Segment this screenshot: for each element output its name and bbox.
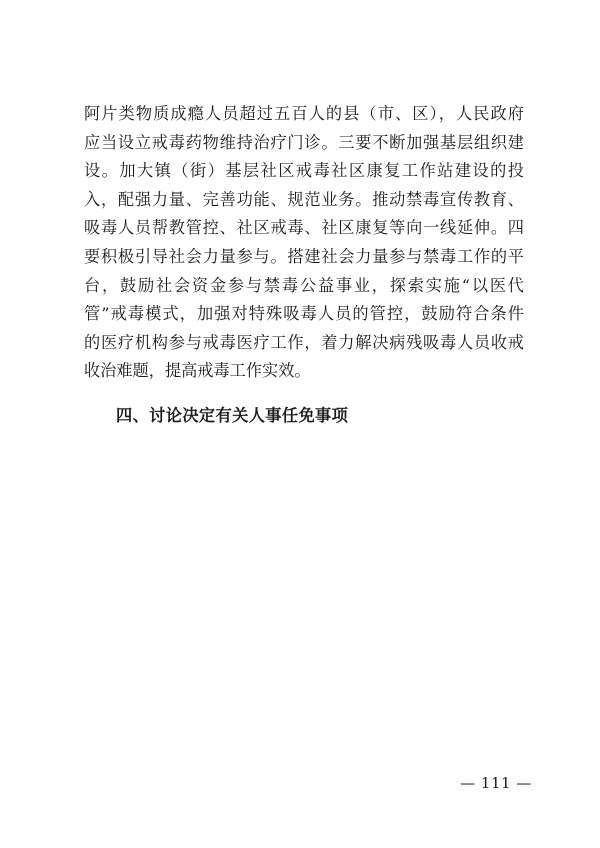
paragraph-line: 设。加大镇（街）基层社区戒毒社区康复工作站建设的投 — [84, 161, 524, 181]
page-number: — 111 — — [460, 774, 532, 792]
paragraph-line: 台，鼓励社会资金参与禁毒公益事业，探索实施“以医代 — [84, 275, 524, 295]
paragraph-line: 阿片类物质成瘾人员超过五百人的县（市、区），人民政府 — [84, 104, 524, 123]
paragraph-line: 要积极引导社会力量参与。搭建社会力量参与禁毒工作的平 — [84, 246, 524, 266]
paragraph-line: 管”戒毒模式，加强对特殊吸毒人员的管控，鼓励符合条件 — [84, 304, 524, 324]
paragraph-line: 的医疗机构参与戒毒医疗工作，着力解决病残吸毒人员收戒 — [84, 332, 524, 352]
paragraph-line: 吸毒人员帮教管控、社区戒毒、社区康复等向一线延伸。四 — [84, 218, 524, 238]
section-heading: 四、讨论决定有关人事任免事项 — [116, 406, 349, 425]
paragraph-line: 入，配强力量、完善功能、规范业务。推动禁毒宣传教育、 — [84, 189, 524, 209]
paragraph-line: 收治难题，提高戒毒工作实效。 — [84, 361, 311, 381]
paragraph-line: 应当设立戒毒药物维持治疗门诊。三要不断加强基层组织建 — [84, 132, 524, 152]
body-paragraph — [84, 100, 524, 386]
